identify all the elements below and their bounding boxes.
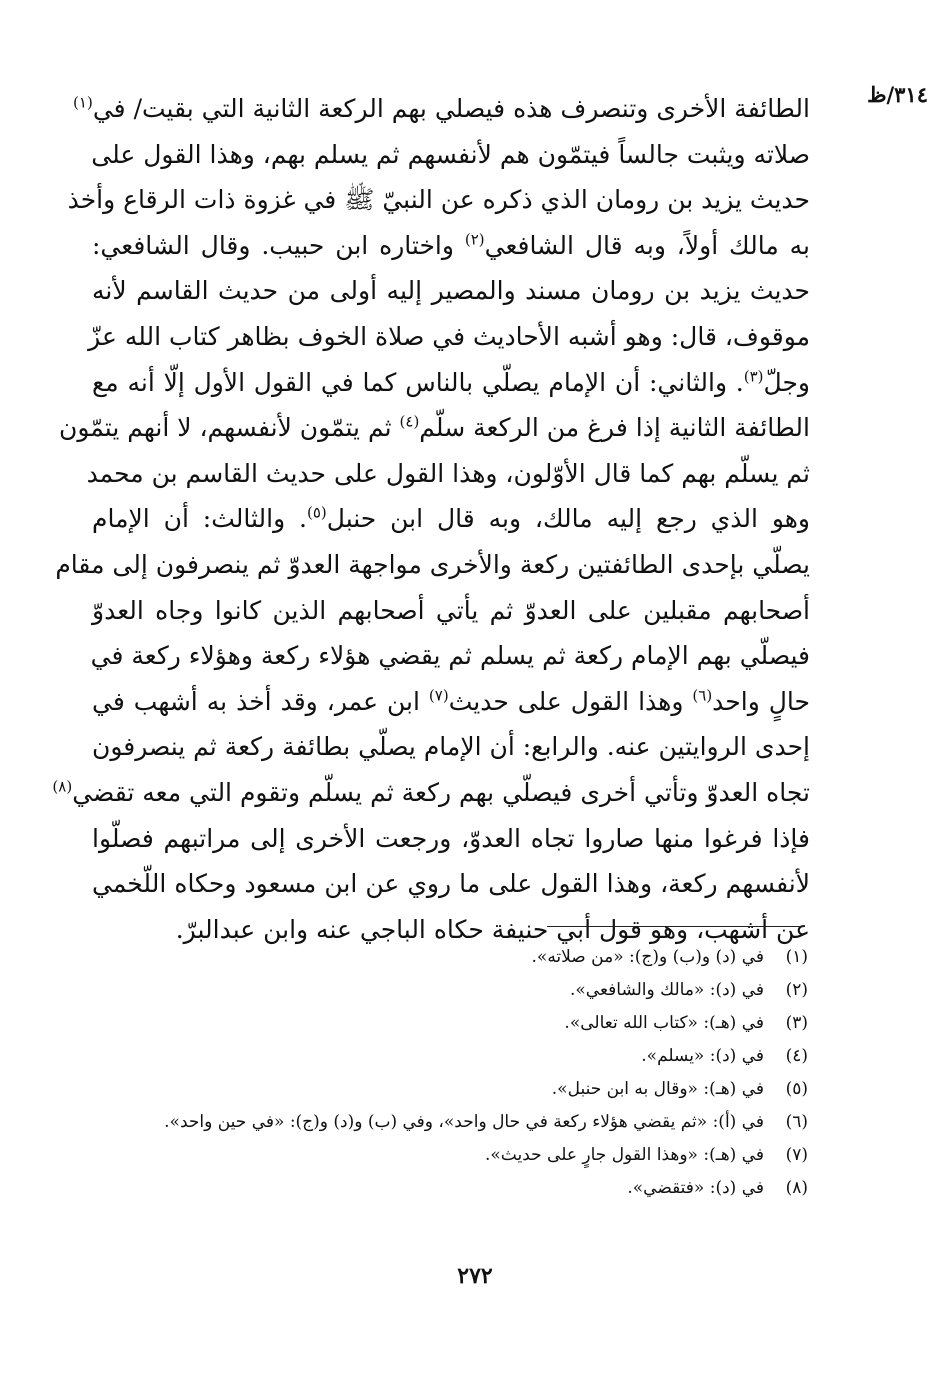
footnote-text: في (هـ): «كتاب الله تعالى». (564, 1013, 764, 1033)
footnote-item (88, 1139, 808, 1172)
text-run: ثم يتمّون لأنفسهم، لا أنهم يتمّون (59, 413, 400, 443)
footnote-number: (٧) (785, 1145, 808, 1165)
text-line (55, 542, 810, 588)
footnote-text: في (أ): «ثم يقضي هؤلاء ركعة في حال واحد»، وفي (ب) و(د) و(ج): «في حين واحد». (164, 1112, 764, 1132)
footnotes-list (88, 941, 808, 1205)
footnote-number: (٢) (785, 980, 808, 1000)
text-run: يصلّي بإحدى الطائفتين ركعة والأخرى مواجهة العدوّ ثم ينصرفون إلى مقام (55, 549, 810, 579)
page-number: ٢٧٢ (457, 1263, 493, 1289)
text-run: حديث يزيد بن رومان مسند والمصير إليه أولى من حديث القاسم لأنه (92, 276, 810, 306)
text-line (92, 724, 810, 770)
text-run: حالٍ واحد (712, 686, 810, 716)
text-run: به مالك أولاً، وبه قال الشافعي (484, 230, 810, 260)
text-line (92, 816, 810, 862)
footnote-marker[interactable]: (١) (73, 93, 93, 112)
footnote-item (88, 974, 808, 1007)
text-line (92, 496, 810, 542)
text-run: عن أشهب، وهو قول أبي حنيفة حكاه الباجي عنه وابن عبدالبرّ. (175, 914, 810, 944)
footnote-text: في (د) و(ب) و(ج): «من صلاته». (531, 947, 764, 967)
text-line (92, 679, 810, 725)
footnote-marker[interactable]: (٣) (743, 367, 764, 386)
footnote-text: في (هـ): «وهذا القول جارٍ على حديث». (484, 1145, 764, 1165)
text-line (52, 770, 810, 816)
text-run: صلاته ويثبت جالساً فيتمّون هم لأنفسهم ثم يسلم بهم، وهذا القول على (91, 139, 810, 169)
footnote-item (88, 1106, 808, 1139)
text-line (92, 588, 810, 634)
text-run: تجاه العدوّ وتأتي أخرى فيصلّي بهم ركعة ثم يسلّم وتقوم التي معه تقضي (72, 777, 810, 807)
text-run: لأنفسهم ركعة، وهذا القول على ما روي عن ابن مسعود وحكاه اللّخمي (92, 869, 810, 899)
footnote-number: (١) (785, 947, 808, 967)
footnote-item (88, 1073, 808, 1106)
text-line (92, 223, 810, 269)
text-run: . والثاني: أن الإمام يصلّي بالناس كما في القول الأول إلّا أنه مع (92, 367, 744, 397)
footnote-text: في (د): «يسلم». (641, 1046, 764, 1066)
footnote-marker[interactable]: (٢) (464, 230, 485, 249)
text-run: فيصلّي بهم الإمام ركعة ثم يسلم ثم يقضي هؤلاء ركعة وهؤلاء ركعة في (90, 641, 810, 671)
text-line (59, 405, 810, 451)
text-line (73, 86, 810, 132)
footnote-number: (٤) (785, 1046, 808, 1066)
footnote-number: (٣) (785, 1013, 808, 1033)
footnote-separator (547, 926, 805, 927)
text-run: الطائفة الأخرى وتنصرف هذه فيصلي بهم الركعة الثانية التي بقيت/ في (92, 94, 810, 123)
text-run: وجلّ (763, 367, 810, 397)
text-run: ثم يسلّم بهم كما قال الأوّلون، وهذا القول على حديث القاسم بن محمد (86, 458, 810, 488)
footnote-marker[interactable]: (٧) (428, 686, 449, 705)
text-run: فإذا فرغوا منها صاروا تجاه العدوّ، ورجعت الأخرى إلى مراتبهم فصلّوا (92, 823, 810, 853)
text-line (92, 633, 810, 679)
text-run: موقوف، قال: وهو أشبه الأحاديث في صلاة الخوف بظاهر كتاب الله عزّ (88, 321, 810, 351)
text-run: إحدى الروايتين عنه. والرابع: أن الإمام يصلّي بطائفة ركعة ثم ينصرفون (92, 732, 810, 762)
text-line (67, 177, 810, 223)
text-run: الطائفة الثانية إذا فرغ من الركعة سلّم (419, 413, 810, 443)
text-line (92, 861, 810, 907)
text-run: حديث يزيد بن رومان الذي ذكره عن النبيّ ﷺ في غزوة ذات الرقاع وأخذ (67, 185, 810, 215)
text-line (92, 132, 810, 178)
text-run: واختاره ابن حبيب. وقال الشافعي: (92, 230, 465, 260)
footnote-item (88, 941, 808, 974)
footnote-item (88, 1007, 808, 1040)
text-line (92, 268, 810, 314)
text-run: وهو الذي رجع إليه مالك، وبه قال ابن حنبل (326, 504, 810, 534)
text-run: ابن عمر، وقد أخذ به أشهب في (92, 686, 429, 716)
manuscript-folio-reference: ٣١٤/ظ (867, 82, 928, 107)
footnote-number: (٦) (785, 1112, 808, 1132)
main-text (52, 86, 810, 952)
footnote-item (88, 1172, 808, 1205)
text-line (86, 451, 810, 497)
text-line (92, 360, 810, 406)
footnote-marker[interactable]: (٨) (52, 777, 73, 796)
footnote-marker[interactable]: (٥) (307, 504, 327, 523)
footnote-number: (٥) (785, 1079, 808, 1099)
footnote-text: في (د): «مالك والشافعي». (569, 980, 764, 1000)
footnote-marker[interactable]: (٤) (399, 412, 420, 431)
text-run: وهذا القول على حديث (448, 686, 693, 716)
footnote-text: في (د): «فتقضي». (627, 1178, 764, 1198)
footnote-text: في (هـ): «وقال به ابن حنبل». (551, 1079, 764, 1099)
footnote-number: (٨) (785, 1178, 808, 1198)
footnote-item (88, 1040, 808, 1073)
text-run: أصحابهم مقبلين على العدوّ ثم يأتي أصحابهم الذين كانوا وجاه العدوّ (92, 595, 810, 625)
text-run: . والثالث: أن الإمام (92, 504, 307, 534)
footnote-marker[interactable]: (٦) (692, 686, 713, 705)
text-line (88, 314, 810, 360)
